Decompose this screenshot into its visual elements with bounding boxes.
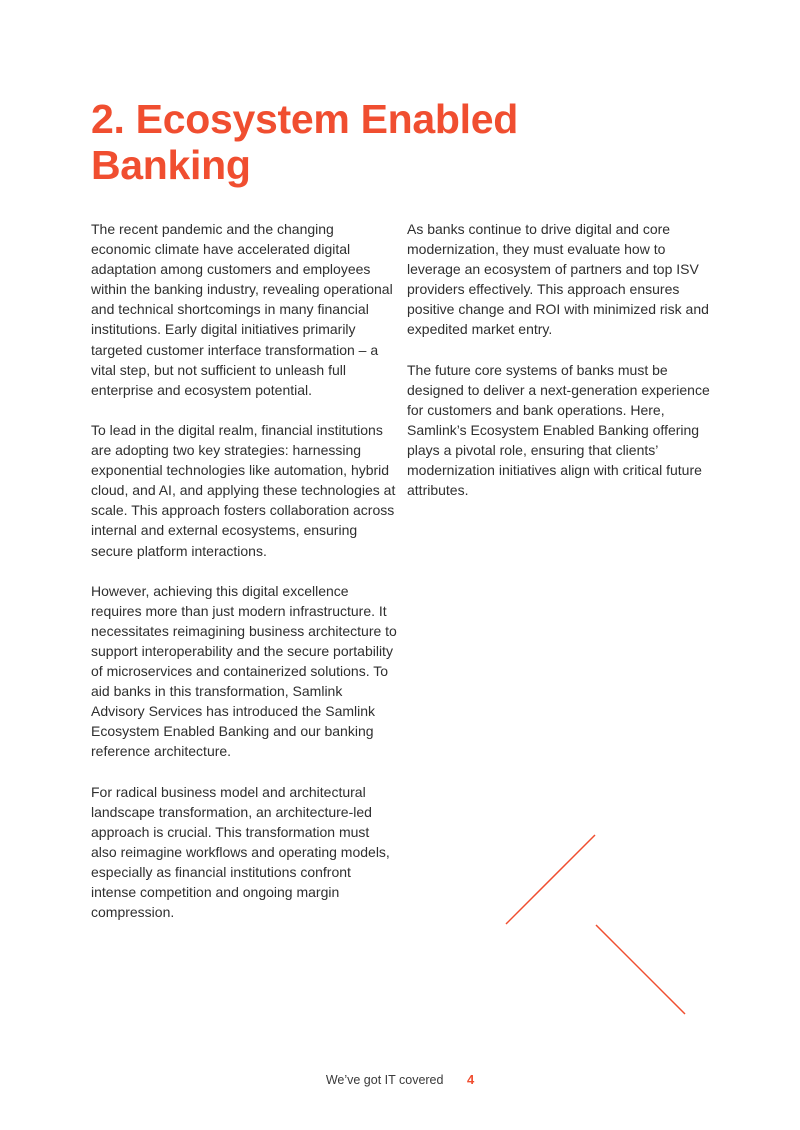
paragraph: For radical business model and architectural landscape transformation, an architecture-led approach is crucial. This transformation must also reimagine workflows and operating models, especially as financial institutions confront intense competition and ongoing margin compression. xyxy=(91,783,390,921)
page-title-line-2: Banking xyxy=(91,142,251,188)
page-footer xyxy=(0,1072,800,1087)
page-number: 4 xyxy=(466,1072,475,1087)
paragraph: The future core systems of banks must be designed to deliver a next-generation experience for customers and bank operations. Here, Samlink’s Ecosystem Enabled Banking offering plays a pivotal role, ensuring that clients’ modernization initiatives align with critical future attributes. xyxy=(407,361,710,499)
page-title-line-1: 2. Ecosystem Enabled xyxy=(91,96,518,142)
decorative-line-lower xyxy=(596,925,685,1014)
paragraph: The recent pandemic and the changing economic climate have accelerated digital adaptation among customers and employees within the banking industry, revealing operational and technical shortcomings in many financial institutions. Early digital initiatives primarily targeted customer interface transformation – a vital step, but not sufficient to unleash full enterprise and ecosystem potential. xyxy=(91,221,393,398)
decorative-line-upper xyxy=(506,835,595,924)
right-text-column xyxy=(407,219,713,520)
footer-tagline: We’ve got IT covered xyxy=(325,1073,444,1087)
paragraph: To lead in the digital realm, financial institutions are adopting two key strategies: harnessing exponential technologies like automation, hybrid cloud, and AI, and applying these technologies at scale. This approach fosters collaboration across internal and external ecosystems, ensuring secure platform interactions. xyxy=(91,421,396,559)
paragraph: As banks continue to drive digital and core modernization, they must evaluate how to leverage an ecosystem of partners and top ISV providers effectively. This approach ensures positive change and ROI with minimized risk and expedited market entry. xyxy=(407,221,709,338)
left-text-column xyxy=(91,219,397,942)
paragraph: However, achieving this digital excellence requires more than just modern infrastructure. It necessitates reimagining business architecture to support interoperability and the secure portability of microservices and containerized solutions. To aid banks in this transformation, Samlink Advisory Services has introduced the Samlink Ecosystem Enabled Banking and our banking reference architecture. xyxy=(91,582,397,760)
page-title xyxy=(91,96,691,188)
